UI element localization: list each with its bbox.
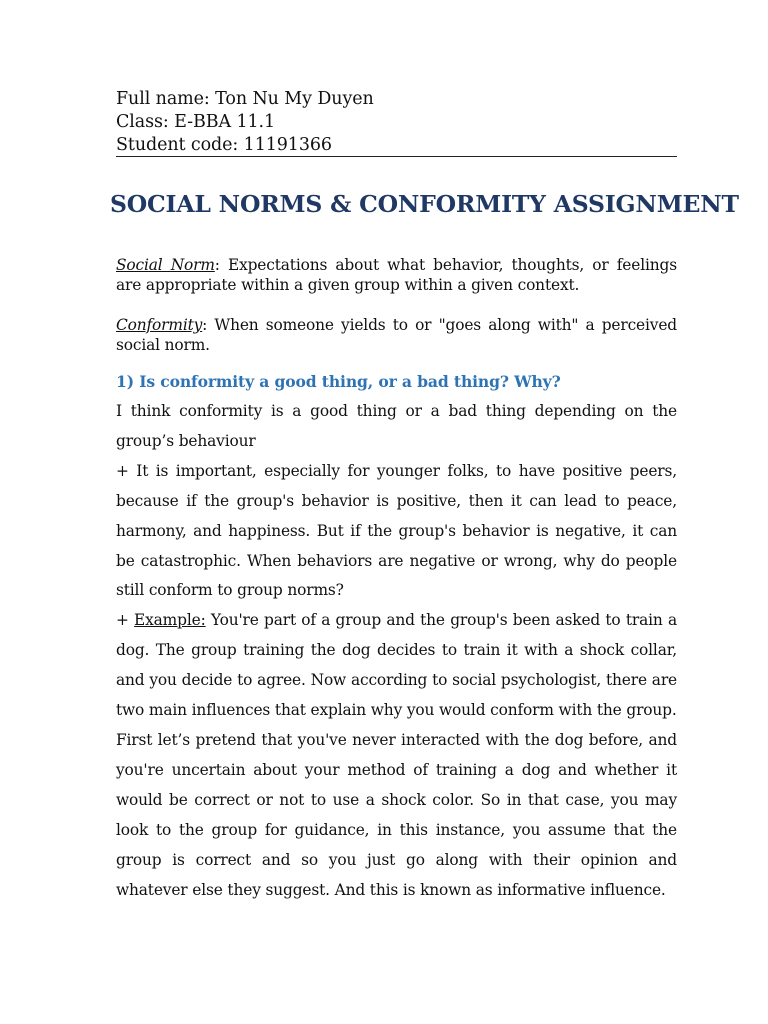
answer-point-1: + It is important, especially for younger folks, to have positive peers, because if the group's behavior is positive, then it can lead to peace, harmony, and happiness. But if the group's behavior is negative, it can be catastrophic. When behaviors are negative or wrong, why do people still conform to group norms? bbox=[116, 461, 677, 600]
header-divider bbox=[116, 156, 677, 157]
example-prefix: + bbox=[116, 611, 135, 630]
question-1-heading: 1) Is conformity a good thing, or a bad thing? Why? bbox=[116, 372, 561, 391]
document-title: SOCIAL NORMS & CONFORMITY ASSIGNMENT bbox=[110, 190, 739, 218]
social-norm-text: : Expectations about what behavior, thoughts, or feelings are appropriate within a given group within a given context. bbox=[116, 256, 677, 294]
definition-social-norm bbox=[116, 255, 677, 295]
informative-influence-paragraph: First let’s pretend that you've never interacted with the dog before, and you're uncertain about your method of training a dog and whether it would be correct or not to use a shock color. So in that case, you may look to the group for guidance, in this instance, you assume that the group is correct and so you just go along with their opinion and whatever else they suggest. And this is known as informative influence. bbox=[116, 730, 677, 899]
example-label: Example: bbox=[134, 611, 206, 630]
student-info bbox=[116, 88, 676, 157]
social-norm-term: Social Norm bbox=[116, 256, 215, 274]
conformity-term: Conformity bbox=[116, 316, 203, 334]
example-text: You're part of a group and the group's been asked to train a dog. The group training the dog decides to train it with a shock collar, and you decide to agree. Now according to social psychologist, there are two main influences that explain why you would conform with the group. bbox=[116, 611, 677, 720]
answer-example bbox=[116, 606, 677, 726]
class-line: Class: E-BBA 11.1 bbox=[116, 112, 276, 132]
answer-intro: I think conformity is a good thing or a bad thing depending on the group’s behaviour bbox=[116, 402, 677, 450]
document-body bbox=[116, 255, 677, 905]
student-code-line: Student code: 11191366 bbox=[116, 135, 332, 155]
conformity-text: : When someone yields to or "goes along with" a perceived social norm. bbox=[116, 316, 677, 354]
definition-conformity bbox=[116, 315, 677, 355]
full-name-line: Full name: Ton Nu My Duyen bbox=[116, 89, 374, 109]
